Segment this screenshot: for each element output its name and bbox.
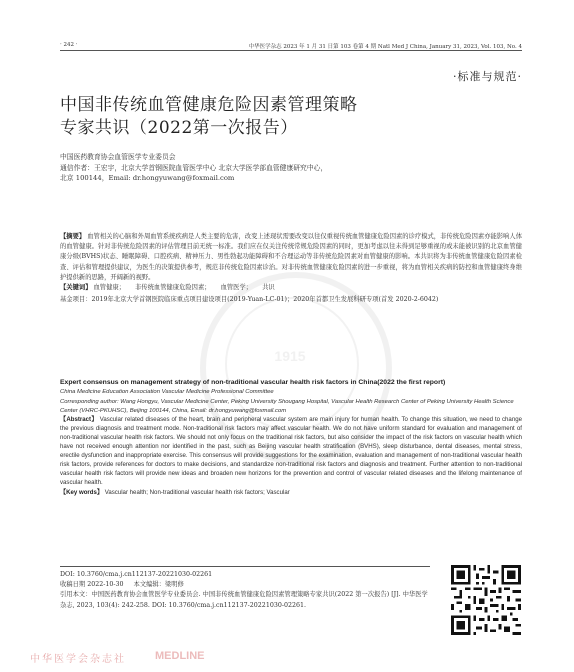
page-number: · 242 · <box>60 42 78 48</box>
journal-citation-line: 中华医学杂志 2023 年 1 月 31 日第 103 卷第 4 期 Natl Med J China, January 31, 2023, Vol. 103, No. 4 <box>248 44 522 50</box>
english-abstract-block <box>60 378 522 497</box>
keyword: 血管医学； <box>220 284 253 292</box>
received-editor-line <box>60 580 432 590</box>
english-title: Expert consensus on management strategy of non-traditional vascular health risk factors in China(2022 the first report) <box>60 379 446 386</box>
footer-divider <box>60 566 430 567</box>
english-abstract-label: 【Abstract】 <box>60 416 98 424</box>
keywords-label: 【关键词】 <box>60 284 92 292</box>
editor: 本文编辑：梁明修 <box>133 581 184 589</box>
author-organization: 中国医药教育协会血管医学专业委员会 <box>60 153 176 161</box>
received-date: 收稿日期 2022-10-30 <box>60 581 124 589</box>
abstract-label: 【摘要】 <box>60 233 86 240</box>
section-label: ·标准与规范· <box>453 70 522 83</box>
keywords-line <box>60 283 522 293</box>
watermark-year: 1915 <box>274 348 306 364</box>
qr-code-icon[interactable] <box>451 565 521 635</box>
publisher-logo: 中华医学会杂志社 <box>30 654 126 665</box>
chinese-abstract <box>60 232 522 305</box>
keyword: 共识 <box>262 284 275 292</box>
article-title <box>60 94 358 140</box>
keyword: 非传统血管健康危险因素； <box>135 284 211 292</box>
english-keywords <box>60 488 522 497</box>
running-header <box>60 40 522 51</box>
english-abstract <box>60 416 522 487</box>
english-corresponding-author: Corresponding author: Wang Hongyu, Vascular Medicine Center, Peking University Shougang Hospital, Vascular Health Research Center of Peking University Health Science Center (VHRC-PKUHSC), Beijing 100144, China, Email: dr.hongyuwang@foxmail.com <box>60 398 514 414</box>
citation: 引用本文：中国医药教育协会血管医学专业委员会. 中国非传统血管健康危险因素管理策略专家共识(2022 第一次报告) [J]. 中华医学杂志, 2023, 103(4): 242-258. DOI: 10.3760/cma.j.cn112137-20221030-02261. <box>60 591 428 609</box>
keyword: 血管健康； <box>93 284 125 292</box>
author-address: 北京 100144，Email: dr.hongyuwang@foxmail.com <box>60 174 235 182</box>
english-keywords-label: 【Key words】 <box>60 488 104 496</box>
doi[interactable]: DOI: 10.3760/cma.j.cn112137-20221030-02261 <box>60 571 213 578</box>
title-line-2: 专家共识（2022第一次报告） <box>60 118 298 138</box>
author-block <box>60 152 327 184</box>
medline-logo: MEDLINE <box>155 650 205 662</box>
corresponding-author: 通信作者：王宏宇，北京大学首钢医院血管医学中心 北京大学医学部血管健康研究中心， <box>60 163 328 172</box>
funding-info: 基金项目：2019年北京大学首钢医院临床重点项目建设项目(2019-Yuan-LC-01)；2020年首都卫生发展科研专项(首发 2020-2-6042) <box>60 296 439 304</box>
title-line-1: 中国非传统血管健康危险因素管理策略 <box>60 95 358 115</box>
english-keywords-text: Vascular health; Non-traditional vascular health risk factors; Vascular <box>104 488 290 496</box>
abstract-text: 血管相关的心脑和外周血管系统疾病是人类主要的危害，改变上述现状需要改变以往仅重视传统血管健康危险因素的诊疗模式，非传统危险因素亦能影响人体的血管健康。针对非传统危险因素的评估管理目前无统一标准。我们应在仅关注传统常规危险因素的同时，更加考虑以往未得到足够重视的或未能被识别的北京血管健康分级(BVHS)状态、睡眠障碍、口腔疾病、精神压力、男性勃起功能障碍和不合理运动等非传统危险因素对血管健康的影响。本共识将为非传统血管健康危险因素检查、评估和管理提供建议，为医生的决策提供参考，规范非传统危险因素诊治。对非传统血管健康危险因素的进一步重视，将为血管相关疾病的防控和血管健康终身维护提供新的思路，开阔新的视野。 <box>60 233 523 281</box>
abstract-paragraph <box>60 232 522 283</box>
article-footer <box>60 570 432 611</box>
english-abstract-text: Vascular related diseases of the heart, brain and peripheral vascular system are main injury for human health. To change this situation, we need to change the previous diagnosis and treatment mode. Non-traditional risk factors may affect vascular health. We do not have uniform standard for evaluation and management of non-traditional vascular health risk factors. We should not only focus on the traditional risk factors, but also consider the impact of the risk factors on vascular health which have not received enough attention nor identified in the past, such as Beijing vascular health stratification (BVHS), sleep disturbance, dental diseases, mental stress, erectile dysfunction and inappropriate exercise. This consensus will provide suggestions for the examination, evaluation and management of non-traditional vascular health risk factors, provide references for doctors to make decisions, and standardize non-traditional risk factors and diagnosis and treatment. Further attention to non-traditional vascular health risk factors will provide new ideas and broaden new horizons for the prevention and control of vascular related diseases and the lifelong maintenance of vascular health. <box>60 416 522 486</box>
english-committee: China Medicine Education Association Vascular Medicine Professional Committee <box>60 389 274 395</box>
